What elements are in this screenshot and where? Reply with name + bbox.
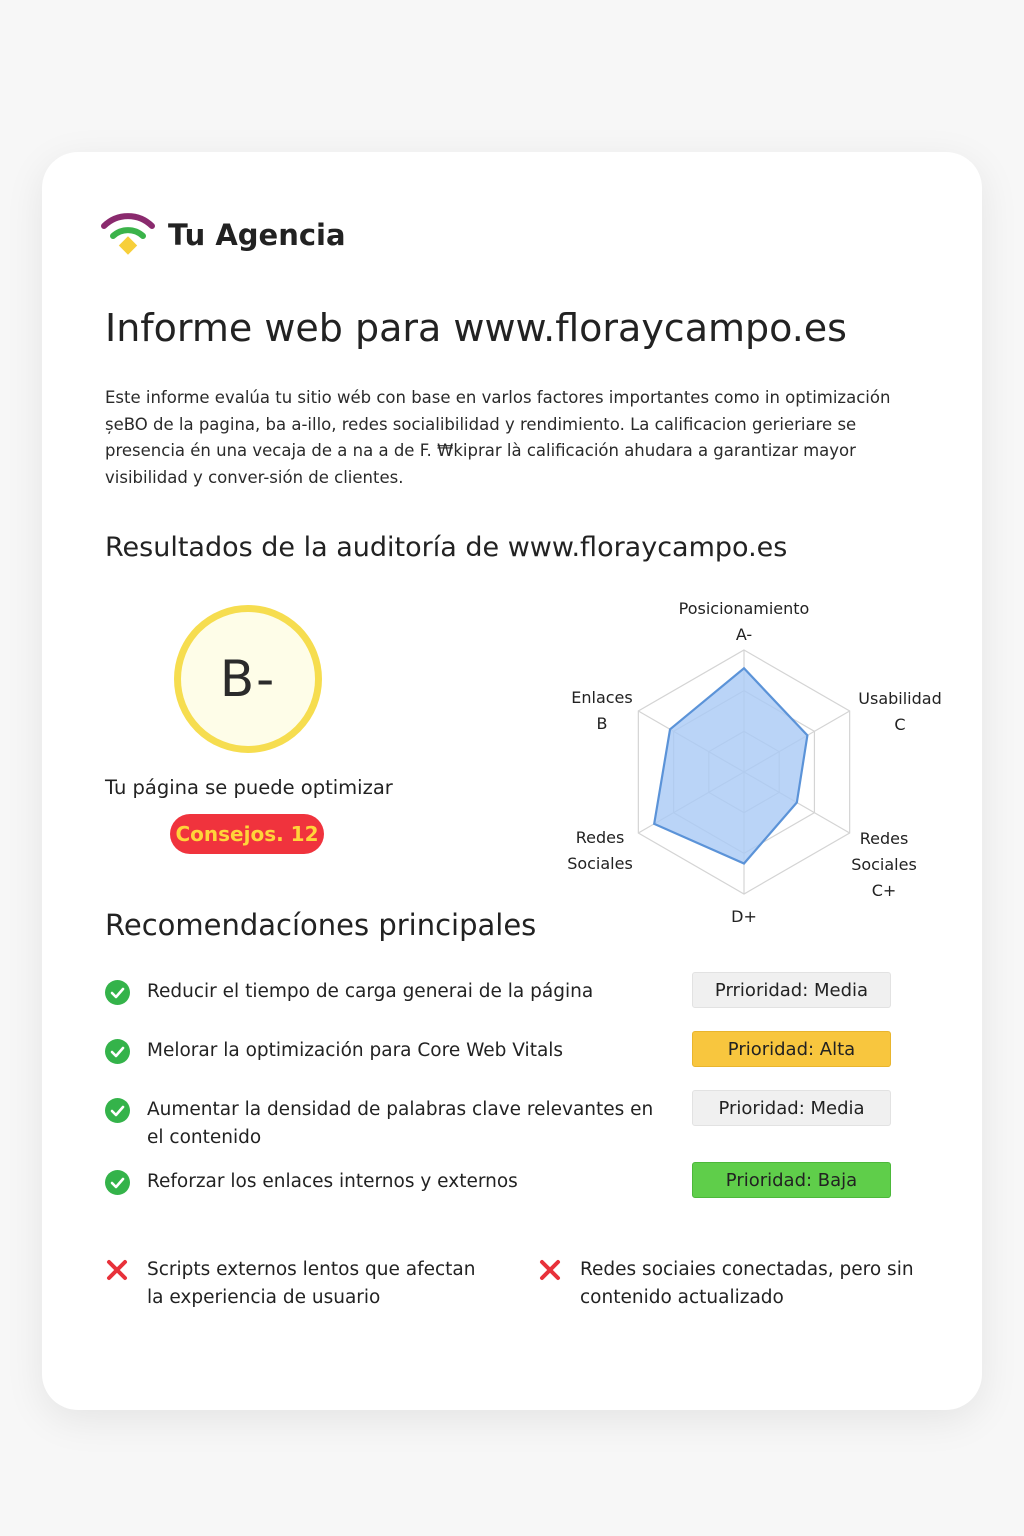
grade-description: Tu página se puede optimizar: [105, 776, 393, 799]
cross-icon: [538, 1258, 562, 1282]
page-title: Informe web para www.floraycampo.es: [105, 306, 847, 350]
grade-circle: [174, 605, 322, 753]
recommendation-text: Melorar la optimización para Core Web Vitals: [147, 1040, 564, 1061]
radar-axis-label: Redes Sociales: [567, 828, 633, 873]
recommendations-title: Recomendacíones principales: [105, 908, 537, 942]
recommendation-text: Aumentar la densidad de palabras clave relevantes en el contenido: [147, 1099, 654, 1148]
radar-axis-label: Enlaces B: [571, 688, 633, 733]
radar-chart: [540, 590, 960, 930]
tips-badge[interactable]: Consejos. 12: [170, 814, 324, 854]
check-icon: [105, 980, 130, 1005]
issue-text: Redes sociaies conectadas, pero sin contenido actualizado: [580, 1259, 914, 1308]
priority-badge: Prrioridad: Media: [692, 972, 891, 1008]
radar-axis-label: Usabilidad C: [858, 689, 942, 734]
results-title: Resultados de la auditoría de www.floraycampo.es: [105, 532, 788, 563]
recommendation-text: Reforzar los enlaces internos y externos: [147, 1171, 518, 1192]
recommendation-text: Reducir el tiempo de carga generai de la página: [147, 981, 594, 1002]
grade-value: B-: [219, 650, 277, 708]
radar-data-area: [654, 668, 807, 863]
check-icon: [105, 1098, 130, 1123]
priority-badge: Prioridad: Media: [692, 1090, 891, 1126]
priority-badge: Prioridad: Baja: [692, 1162, 891, 1198]
check-icon: [105, 1170, 130, 1195]
radar-axis-label: D+: [731, 907, 757, 926]
intro-paragraph: Este informe evalúa tu sitio wéb con base en varlos factores importantes como in optimización șeBO de la pagina, ba a-illo, redes socialibilidad y rendimiento. La calificacion gerieriare se presencia én una vecaja de a na a de F. ₩kiprar là calificación ahudara a garantizar mayor visibilidad y conver-sión de clientes.: [105, 388, 891, 487]
radar-axis-label: Redes Sociales C+: [851, 829, 917, 900]
wifi-logo-icon: [100, 206, 156, 258]
check-icon: [105, 1039, 130, 1064]
brand-name: Tu Agencia: [168, 218, 346, 252]
issue-text: Scripts externos lentos que afectan la experiencia de usuario: [147, 1259, 476, 1308]
priority-badge: Prioridad: Alta: [692, 1031, 891, 1067]
radar-axis-label: Posicionamiento A-: [678, 599, 810, 644]
cross-icon: [105, 1258, 129, 1282]
